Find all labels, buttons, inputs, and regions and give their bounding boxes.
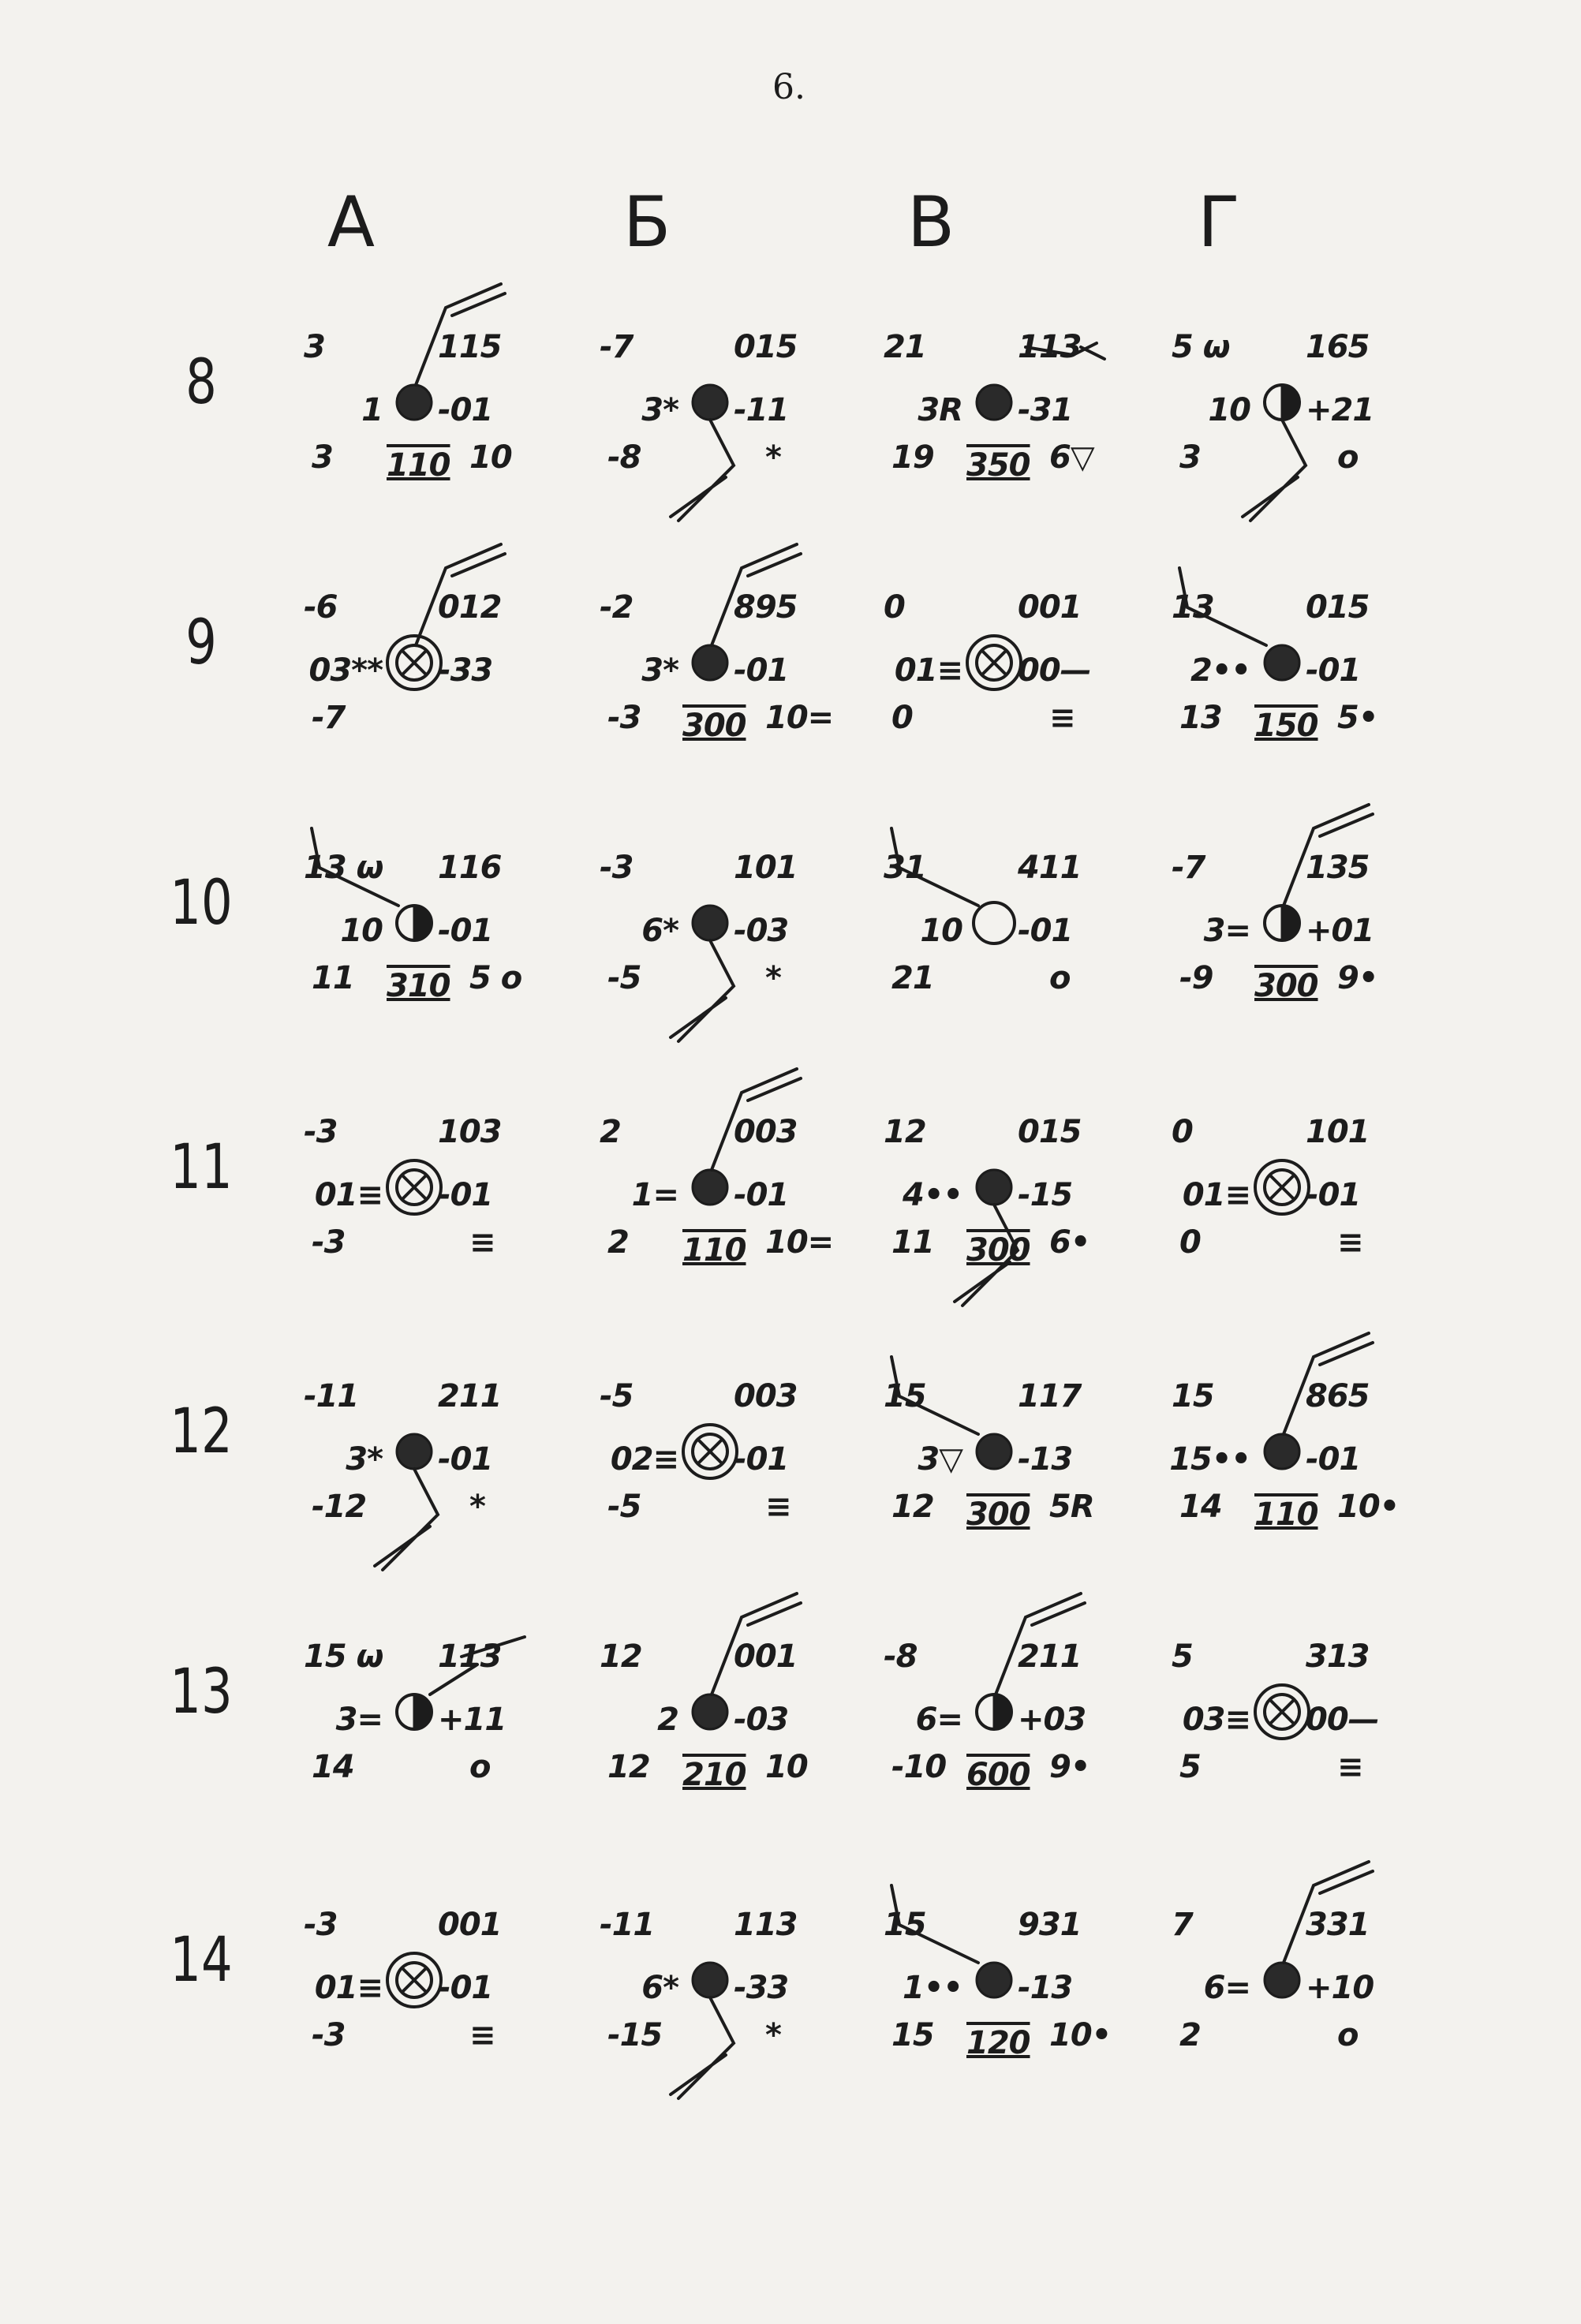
dew-point-label: -3 [312, 2017, 346, 2053]
row-label-10: 10 [170, 868, 233, 939]
dew-point-label: -10 [891, 1749, 947, 1785]
pressure-label: 101 [734, 850, 798, 886]
row-label-11: 11 [170, 1132, 233, 1203]
pressure-label: 015 [734, 329, 798, 365]
past-weather-label: * [765, 960, 781, 996]
dew-point-label: 12 [891, 1489, 934, 1525]
cloud-base-label: 300 [682, 708, 746, 744]
station-plot [852, 1862, 1152, 2122]
station-circle [977, 1170, 1011, 1205]
station-plot [272, 1333, 572, 1594]
visibility-weather-label: 10 [340, 913, 383, 949]
column-header-2: Б [622, 181, 671, 263]
temperature-label: 15 [884, 1907, 926, 1943]
pressure-label: 103 [438, 1114, 502, 1150]
station-circle [693, 1694, 727, 1729]
row-label-13: 13 [170, 1657, 233, 1728]
temperature-label: -3 [304, 1114, 338, 1150]
pressure-tendency-label: -01 [438, 1177, 493, 1213]
cloud-base-label: 150 [1254, 708, 1318, 744]
dew-point-label: -15 [607, 2017, 663, 2053]
column-header-4: Г [1198, 181, 1240, 263]
station-plot [1140, 1594, 1440, 1854]
pressure-label: 165 [1306, 329, 1370, 365]
past-weather-label: 10• [1337, 1489, 1400, 1525]
pressure-tendency-label: 00— [1018, 652, 1091, 689]
station-plot [1140, 544, 1440, 805]
wind-barb [375, 1469, 438, 1570]
cloud-base-label: 210 [682, 1757, 746, 1793]
cloud-base-label: 350 [966, 447, 1030, 484]
half-cover-fill [414, 906, 432, 940]
visibility-weather-label: 10 [920, 913, 962, 949]
dew-point-label: -5 [607, 1489, 641, 1525]
half-cover-fill [1282, 385, 1299, 420]
station-circle [693, 906, 727, 940]
station-plot [852, 1069, 1152, 1329]
pressure-label: 113 [734, 1907, 798, 1943]
pressure-label: 101 [1306, 1114, 1370, 1150]
pressure-tendency-label: -03 [734, 1702, 789, 1738]
visibility-weather-label: 1 [361, 392, 383, 428]
visibility-weather-label: 3▽ [918, 1441, 962, 1478]
dew-point-label: 14 [1179, 1489, 1222, 1525]
past-weather-label: 9• [1337, 960, 1378, 996]
visibility-weather-label: 01≡ [1182, 1177, 1250, 1213]
temperature-label: -8 [884, 1638, 918, 1675]
station-circle [397, 385, 432, 420]
dew-point-label: 14 [312, 1749, 354, 1785]
pressure-label: 931 [1018, 1907, 1082, 1943]
past-weather-label: * [765, 439, 781, 476]
temperature-label: -7 [600, 329, 634, 365]
past-weather-label: 10= [765, 1224, 834, 1261]
station-plot [852, 805, 1152, 1065]
pressure-tendency-label: -15 [1018, 1177, 1073, 1213]
dew-point-label: 0 [891, 700, 913, 736]
station-plot [272, 1862, 572, 2122]
temperature-label: 2 [600, 1114, 621, 1150]
station-plot [272, 805, 572, 1065]
pressure-tendency-label: -01 [438, 1441, 493, 1478]
visibility-weather-label: 1•• [903, 1970, 962, 2006]
pressure-label: 117 [1018, 1378, 1082, 1414]
pressure-label: 012 [438, 589, 502, 626]
station-plot [272, 1069, 572, 1329]
cloud-base-label: 300 [966, 1496, 1030, 1533]
visibility-weather-label: 1= [631, 1177, 678, 1213]
cloud-base-label: 110 [387, 447, 450, 484]
visibility-weather-label: 2 [657, 1702, 678, 1738]
pressure-tendency-label: -01 [438, 1970, 493, 2006]
pressure-tendency-label: -13 [1018, 1441, 1073, 1478]
temperature-label: 31 [884, 850, 926, 886]
station-circle [693, 1170, 727, 1205]
past-weather-label: ≡ [765, 1489, 791, 1525]
row-label-14: 14 [170, 1925, 233, 1996]
temperature-label: -11 [304, 1378, 359, 1414]
temperature-label: 7 [1172, 1907, 1193, 1943]
visibility-weather-label: 02≡ [610, 1441, 678, 1478]
dew-point-label: -8 [607, 439, 641, 476]
station-circle [1265, 1963, 1299, 1997]
dew-point-label: -5 [607, 960, 641, 996]
station-circle [693, 1963, 727, 1997]
pressure-label: 115 [438, 329, 502, 365]
pressure-tendency-label: -01 [734, 1177, 789, 1213]
station-circle [397, 1434, 432, 1469]
past-weather-label: * [765, 2017, 781, 2053]
pressure-label: 895 [734, 589, 798, 626]
pressure-tendency-label: -33 [734, 1970, 789, 2006]
temperature-label: 21 [884, 329, 926, 365]
station-plot [852, 284, 1152, 544]
past-weather-label: 10 [469, 439, 512, 476]
temperature-label: 3 [304, 329, 325, 365]
dew-point-label: -3 [312, 1224, 346, 1261]
station-plot [272, 284, 572, 544]
past-weather-label: 10= [765, 700, 834, 736]
dew-point-label: 15 [891, 2017, 934, 2053]
row-label-8: 8 [185, 347, 217, 418]
dew-point-label: -9 [1179, 960, 1213, 996]
dew-point-label: 2 [1179, 2017, 1201, 2053]
pressure-tendency-label: +11 [438, 1702, 506, 1738]
visibility-weather-label: 4•• [903, 1177, 962, 1213]
pressure-tendency-label: -33 [438, 652, 493, 689]
pressure-label: 331 [1306, 1907, 1370, 1943]
past-weather-label: o [1337, 439, 1359, 476]
station-plot [852, 1333, 1152, 1594]
dew-point-label: 3 [1179, 439, 1201, 476]
half-cover-fill [1282, 906, 1299, 940]
temperature-label: 13 [1172, 589, 1214, 626]
past-weather-label: ≡ [1049, 700, 1075, 736]
station-plot [272, 1594, 572, 1854]
station-circle [1265, 1434, 1299, 1469]
pressure-tendency-label: -31 [1018, 392, 1073, 428]
visibility-weather-label: 6= [1203, 1970, 1250, 2006]
pressure-tendency-label: -01 [734, 652, 789, 689]
visibility-weather-label: 15•• [1169, 1441, 1250, 1478]
station-plot [852, 1594, 1152, 1854]
past-weather-label: ≡ [469, 1224, 495, 1261]
visibility-weather-label: 3* [641, 652, 678, 689]
visibility-weather-label: 01≡ [894, 652, 962, 689]
visibility-weather-label: 3* [641, 392, 678, 428]
past-weather-label: 10 [765, 1749, 808, 1785]
dew-point-label: -7 [312, 700, 346, 736]
dew-point-label: -12 [312, 1489, 367, 1525]
station-circle [977, 1963, 1011, 1997]
station-plot [568, 1333, 868, 1594]
visibility-weather-label: 01≡ [314, 1970, 383, 2006]
cloud-base-label: 300 [1254, 968, 1318, 1004]
pressure-tendency-label: -01 [438, 392, 493, 428]
station-plot [1140, 805, 1440, 1065]
cloud-base-label: 600 [966, 1757, 1030, 1793]
temperature-label: -6 [304, 589, 338, 626]
past-weather-label: 6▽ [1049, 439, 1094, 476]
temperature-label: 0 [1172, 1114, 1193, 1150]
station-circle [693, 385, 727, 420]
temperature-label: 5 [1172, 1638, 1193, 1675]
pressure-label: 001 [734, 1638, 798, 1675]
past-weather-label: ≡ [469, 2017, 495, 2053]
wind-barb [1243, 420, 1306, 521]
station-plot [272, 544, 572, 805]
station-circle [977, 385, 1011, 420]
temperature-label: 5 ω [1172, 329, 1230, 365]
pressure-label: 313 [1306, 1638, 1370, 1675]
pressure-tendency-label: -01 [438, 913, 493, 949]
past-weather-label: 10• [1049, 2017, 1112, 2053]
pressure-label: 211 [438, 1378, 502, 1414]
cloud-base-label: 110 [682, 1232, 746, 1268]
pressure-tendency-label: 00— [1306, 1702, 1379, 1738]
row-label-9: 9 [185, 607, 217, 678]
past-weather-label: 9• [1049, 1749, 1090, 1785]
past-weather-label: 5R [1049, 1489, 1094, 1525]
past-weather-label: * [469, 1489, 485, 1525]
column-header-3: В [906, 181, 955, 263]
past-weather-label: ≡ [1337, 1224, 1363, 1261]
dew-point-label: -3 [607, 700, 641, 736]
past-weather-label: 5• [1337, 700, 1378, 736]
station-circle [974, 902, 1015, 943]
temperature-label: 13 ω [304, 850, 383, 886]
pressure-label: 001 [1018, 589, 1082, 626]
cloud-base-label: 120 [966, 2025, 1030, 2061]
temperature-label: 12 [884, 1114, 926, 1150]
temperature-label: 0 [884, 589, 905, 626]
past-weather-label: o [469, 1749, 491, 1785]
past-weather-label: o [1049, 960, 1071, 996]
temperature-label: -7 [1172, 850, 1205, 886]
row-label-12: 12 [170, 1396, 233, 1467]
past-weather-label: o [1337, 2017, 1359, 2053]
station-plot [1140, 1862, 1440, 2122]
temperature-label: 15 [884, 1378, 926, 1414]
pressure-label: 411 [1018, 850, 1082, 886]
pressure-tendency-label: -11 [734, 392, 789, 428]
visibility-weather-label: 6* [641, 913, 678, 949]
dew-point-label: 11 [312, 960, 354, 996]
pressure-label: 113 [438, 1638, 502, 1675]
temperature-label: 15 ω [304, 1638, 383, 1675]
pressure-label: 003 [734, 1114, 798, 1150]
visibility-weather-label: 3R [918, 392, 962, 428]
pressure-tendency-label: -01 [734, 1441, 789, 1478]
station-plot [568, 284, 868, 544]
station-plot [568, 1594, 868, 1854]
dew-point-label: 3 [312, 439, 333, 476]
half-cover-fill [994, 1694, 1011, 1729]
visibility-weather-label: 10 [1208, 392, 1250, 428]
station-plot [568, 544, 868, 805]
pressure-label: 015 [1306, 589, 1370, 626]
visibility-weather-label: 3= [1203, 913, 1250, 949]
station-plot [1140, 284, 1440, 544]
temperature-label: 15 [1172, 1378, 1214, 1414]
visibility-weather-label: 3* [346, 1441, 383, 1478]
temperature-label: -3 [304, 1907, 338, 1943]
temperature-label: -5 [600, 1378, 634, 1414]
visibility-weather-label: 3= [335, 1702, 383, 1738]
visibility-weather-label: 6* [641, 1970, 678, 2006]
pressure-label: 113 [1018, 329, 1082, 365]
past-weather-label: ≡ [1337, 1749, 1363, 1785]
dew-point-label: 19 [891, 439, 934, 476]
column-header-1: А [327, 181, 376, 263]
pressure-tendency-label: -01 [1306, 1441, 1361, 1478]
pressure-label: 116 [438, 850, 502, 886]
cloud-base-label: 110 [1254, 1496, 1318, 1533]
pressure-tendency-label: -13 [1018, 1970, 1073, 2006]
past-weather-label: 5 o [469, 960, 522, 996]
pressure-tendency-label: -01 [1306, 1177, 1361, 1213]
pressure-tendency-label: -03 [734, 913, 789, 949]
temperature-label: 12 [600, 1638, 642, 1675]
dew-point-label: 12 [607, 1749, 650, 1785]
page-number: 6. [772, 67, 805, 107]
pressure-tendency-label: +01 [1306, 913, 1374, 949]
visibility-weather-label: 03≡ [1182, 1702, 1250, 1738]
station-circle [977, 1434, 1011, 1469]
visibility-weather-label: 6= [915, 1702, 962, 1738]
visibility-weather-label: 03** [308, 652, 383, 689]
past-weather-label: 6• [1049, 1224, 1090, 1261]
station-plot [568, 1862, 868, 2122]
temperature-label: -2 [600, 589, 634, 626]
dew-point-label: 11 [891, 1224, 934, 1261]
visibility-weather-label: 2•• [1190, 652, 1250, 689]
dew-point-label: 5 [1179, 1749, 1201, 1785]
pressure-tendency-label: -01 [1306, 652, 1361, 689]
station-plot [1140, 1333, 1440, 1594]
pressure-tendency-label: +03 [1018, 1702, 1086, 1738]
wind-barb [671, 1997, 734, 2098]
pressure-label: 001 [438, 1907, 502, 1943]
temperature-label: -3 [600, 850, 634, 886]
station-plot [852, 544, 1152, 805]
half-cover-fill [414, 1694, 432, 1729]
pressure-label: 003 [734, 1378, 798, 1414]
wind-barb [671, 420, 734, 521]
station-plot [1140, 1069, 1440, 1329]
pressure-tendency-label: +21 [1306, 392, 1374, 428]
temperature-label: -11 [600, 1907, 655, 1943]
wind-barb [671, 940, 734, 1041]
station-circle [1265, 645, 1299, 680]
station-circle [693, 645, 727, 680]
dew-point-label: 13 [1179, 700, 1222, 736]
pressure-label: 015 [1018, 1114, 1082, 1150]
pressure-label: 211 [1018, 1638, 1082, 1675]
dew-point-label: 2 [607, 1224, 629, 1261]
station-plot [568, 805, 868, 1065]
cloud-base-label: 310 [387, 968, 450, 1004]
pressure-label: 865 [1306, 1378, 1370, 1414]
dew-point-label: 0 [1179, 1224, 1201, 1261]
dew-point-label: 21 [891, 960, 934, 996]
cloud-base-label: 300 [966, 1232, 1030, 1268]
pressure-tendency-label: +10 [1306, 1970, 1374, 2006]
station-plot [568, 1069, 868, 1329]
visibility-weather-label: 01≡ [314, 1177, 383, 1213]
pressure-label: 135 [1306, 850, 1370, 886]
pressure-tendency-label: -01 [1018, 913, 1073, 949]
